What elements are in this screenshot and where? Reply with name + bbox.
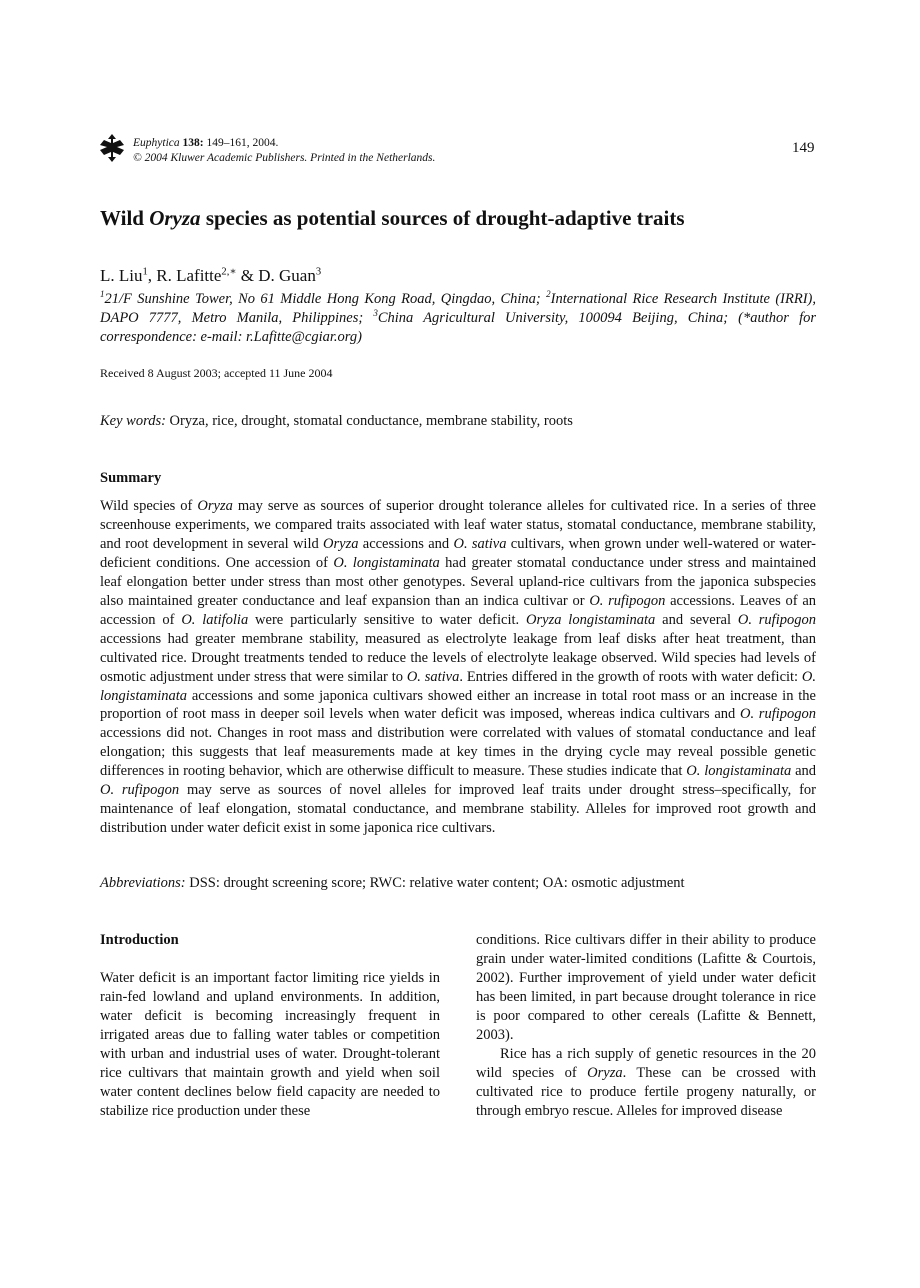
abbreviations-label: Abbreviations: (100, 875, 186, 891)
journal-citation (133, 136, 435, 166)
author-name: L. Liu (100, 266, 143, 285)
species-name: Oryza (197, 498, 233, 514)
species-name: Oryza (323, 535, 359, 552)
publisher-logo-icon (100, 134, 124, 162)
summary-run: accessions did not. Changes in root mass and distribution were correlated with values of stomatal conductance and leaf elongation; this suggests that leaf measurements made at key times in the drying cycle may reveal possible genetic differences in rooting behavior, which are otherwise difficult to measure. These studies indicate that (100, 725, 816, 780)
journal-pages: 149–161, 2004. (203, 137, 279, 149)
summary-text (100, 497, 816, 838)
summary-run: accessions and some japonica cultivars showed either an increase in total root mass or an increase in the proportion of root mass in deeper soil levels when water deficit was imposed, whereas indica cultivars and (100, 687, 816, 723)
species-name: O. latifolia (181, 611, 249, 628)
species-name: Oryza longistaminata (526, 611, 656, 628)
species-name: O. rufipogon (737, 611, 816, 628)
abbreviations (100, 875, 685, 892)
summary-run: and (791, 763, 817, 780)
species-name: O. sativa (453, 535, 507, 552)
keywords-label: Key words: (100, 413, 166, 429)
keywords (100, 413, 573, 430)
species-name: O. rufipogon (100, 782, 180, 799)
paragraph: Water deficit is an important factor limiting rice yields in rain-fed lowland and upland environments. In addition, water deficit is becoming increasingly frequent in irrigated areas due to falling water tables or competition with urban and industrial uses of water. Drought-tolerant rice cultivars that maintain growth and yield when soil water content declines below field capacity are needed to stabilize rice production under these (100, 970, 440, 1119)
summary-run: had greater stomatal conductance under stress and maintained leaf elongation better under stress than most other genotypes. Several upland-rice cultivars from the japonica subspecies also maintained greater conductance and leaf expansion than an indica cultivar or (100, 554, 817, 609)
copyright-text: © 2004 Kluwer Academic Publishers. Printed in the Netherlands. (133, 152, 436, 164)
journal-name: Euphytica (133, 137, 180, 149)
summary-run: cultivars, when grown under well-watered or water-deficient conditions. One accession of (100, 535, 817, 571)
keywords-text: Oryza, rice, drought, stomatal conductance, membrane stability, roots (165, 413, 573, 429)
left-column (100, 969, 440, 1121)
copyright-line (133, 151, 435, 166)
summary-run: and several (655, 611, 738, 628)
species-name: O. rufipogon (740, 706, 816, 723)
species-name: O. longistaminata (333, 554, 440, 571)
summary-run: . Entries differed in the growth of roots with water deficit: (459, 668, 802, 685)
journal-volume: 138: (182, 137, 204, 149)
paragraph: Rice has a rich supply of genetic resources in the 20 wild species of Oryza. These can be crossed with cultivated rice to produce fertile progeny naturally, or through embryo rescue. Alleles for improved disease (476, 1045, 816, 1119)
summary-run: accessions had greater membrane stability, measured as electrolyte leakage from leaf disks after heat treatment, than cultivated rice. Drought treatments tended to reduce the levels of electrolyte leakage observed. Wild species had levels of osmotic adjustment under stress that were similar to (100, 630, 816, 685)
summary-run: may serve as sources of superior drought tolerance alleles for cultivated rice. In a series of three screenhouse experiments, we compared traits associated with leaf water status, stomatal conductance, membrane stability, and root development in several wild (100, 498, 816, 552)
summary-run: were particularly sensitive to water deficit. (248, 611, 527, 628)
author-name: R. Lafitte (156, 266, 222, 285)
received-dates: Received 8 August 2003; accepted 11 June 2004 (100, 366, 333, 380)
species-name: O. sativa (406, 668, 460, 685)
summary-run: may serve as sources of novel alleles for improved leaf traits under drought stress–specifically, for maintenance of leaf elongation, stomatal conductance, and membrane stability. Alleles for improved root growth and distribution under water deficit exist in some japonica rice cultivars. (100, 782, 817, 837)
species-name: O. longistaminata (100, 668, 817, 704)
right-column (476, 931, 816, 1121)
abbreviations-text: DSS: drought screening score; RWC: relative water content; OA: osmotic adjustment (185, 875, 685, 891)
species-name: O. longistaminata (686, 763, 792, 780)
paper-title: Wild Oryza species as potential sources of drought-adaptive traits (100, 206, 685, 230)
page-number: 149 (792, 140, 815, 156)
species-name: O. rufipogon (589, 592, 666, 609)
paragraph: conditions. Rice cultivars differ in their ability to produce grain under water-limited conditions (Lafitte & Courtois, 2002). Further improvement of yield under water deficit has been limited, in part because drought tolerance in rice is poor compared to other cereals (Lafitte & Bennett, 2003). (476, 932, 816, 1043)
introduction-heading: Introduction (100, 932, 179, 948)
journal-line (133, 136, 435, 151)
summary-heading: Summary (100, 470, 162, 486)
summary-run: accessions. Leaves of an accession of (100, 592, 817, 628)
summary-run: accessions and (358, 535, 454, 552)
summary-run: Wild species of (100, 498, 198, 514)
author-name: D. Guan (258, 266, 316, 285)
affiliations: $^1$21/F Sunshine Tower, No 61 Middle Hong Kong Road, Qingdao, China; $^2$International Rice Research Institute (IRRI), DAPO 7777, Metro Manila, Philippines; $^3$China Agricultural University, 100094 Beijing, China; (*author for correspondence: e-mail: r.Lafitte@cgiar.org) (100, 289, 817, 345)
author-list: L. Liu$^1$, R. Lafitte$^{2,∗}$ & D. Guan$^3$ (100, 266, 322, 285)
